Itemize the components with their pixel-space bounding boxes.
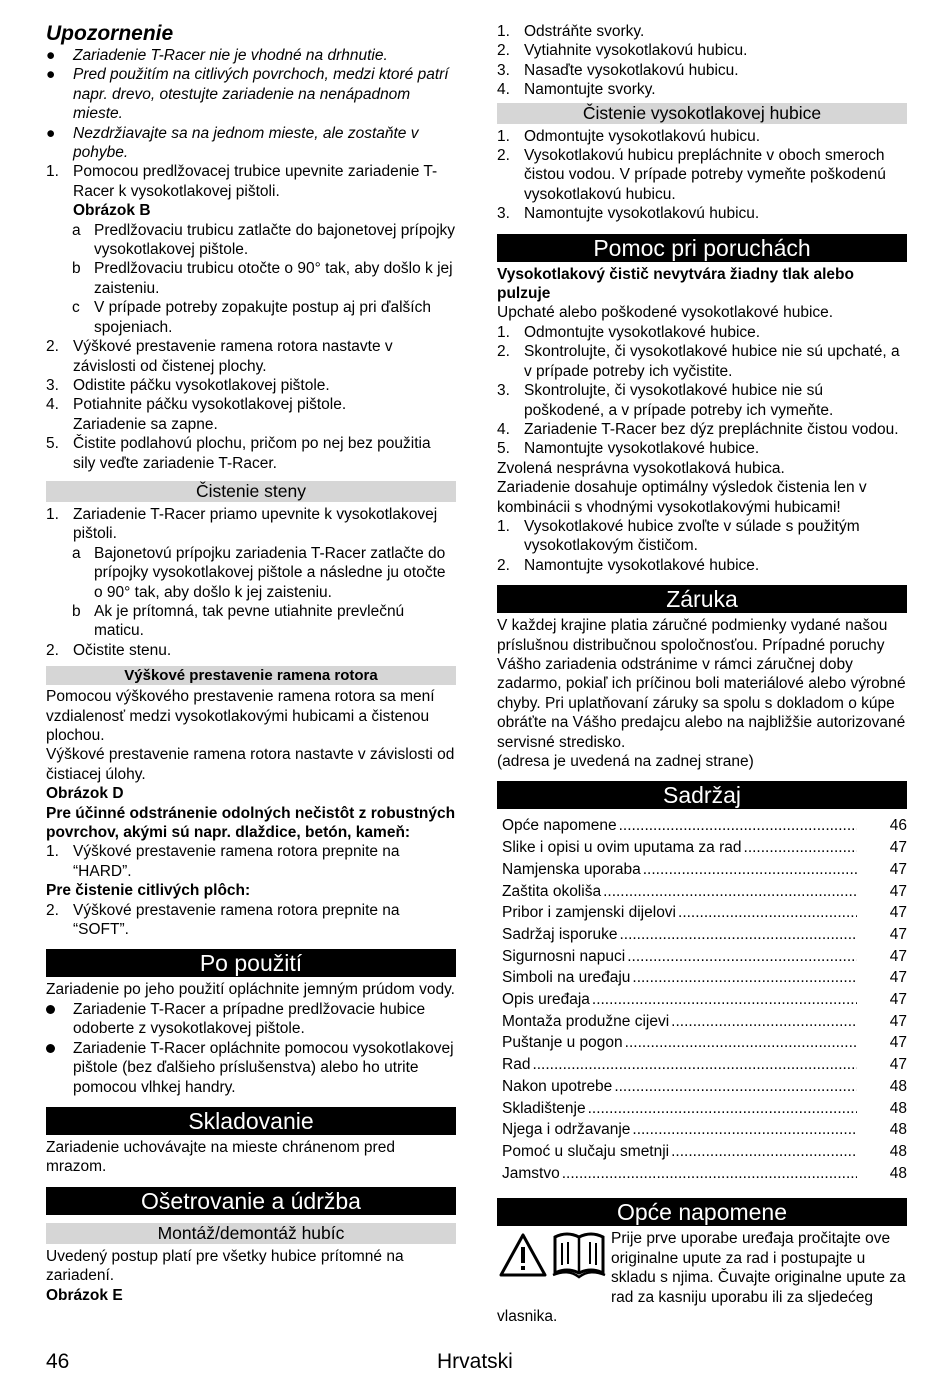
section-heading: Čistenie vysokotlakovej hubice [497,103,907,124]
toc-entry-page: 48 [889,1077,907,1095]
list-item: 2. Namontujte vysokotlakové hubice. [497,556,760,574]
toc-leader-dots [619,924,857,946]
list-item: 2. Výškové prestavenie ramena rotora prepnite na “SOFT”. [46,901,400,939]
section-heading: Pomoc pri poruchách [497,234,907,262]
sub-item: b Ak je prítomná, tak pevne utiahnite prevlečnú maticu. [72,602,405,640]
toc-entry [502,1163,907,1185]
manual-book-icon [551,1231,607,1281]
toc-entry-title: Opće napomene [502,817,617,835]
list-item: 1. Odmontujte vysokotlakovú hubicu. [497,127,761,145]
toc-entry-page: 48 [889,1121,907,1139]
storage-section [46,1107,456,1177]
toc-entry-page: 47 [889,925,907,943]
toc-entry [502,859,907,881]
nozzle-cleaning-section [497,103,907,224]
bullet-icon [46,1000,55,1019]
list-item: Zariadenie T-Racer a prípadne predlžovacie hubice odoberte z vysokotlakovej pištole. [46,1000,456,1039]
table-of-contents [502,815,907,1184]
section-heading: Ošetrovanie a údržba [46,1187,456,1215]
warning-block [46,22,456,162]
paragraph: Výškové prestavenie ramena rotora nastavte v závislosti od čistiacej úlohy. [46,746,455,783]
toc-entry-title: Sadržaj isporuke [502,925,618,943]
toc-entry-page: 47 [889,882,907,900]
step-note: Zariadenie sa zapne. [73,415,218,433]
toc-entry [502,924,907,946]
bullet-icon: ● [46,66,56,84]
toc-leader-dots [671,1141,857,1163]
list-item: 3. Nasaďte vysokotlakovú hubicu. [497,61,739,79]
toc-entry-title: Simboli na uređaju [502,969,631,987]
toc-entry-title: Zaštita okoliša [502,882,602,900]
toc-entry [502,881,907,903]
troubleshooting-section [497,234,907,576]
toc-entry-page: 48 [889,1164,907,1182]
list-item: 4. Zariadenie T-Racer bez dýz prepláchnite čistou vodou. [497,420,899,438]
toc-entry-page: 47 [889,991,907,1009]
toc-entry-title: Jamstvo [502,1164,560,1182]
toc-entry-page: 47 [889,1034,907,1052]
paragraph: Zariadenie po jeho použití opláchnite jemným prúdom vody. [46,981,455,999]
toc-entry [502,1054,907,1076]
wall-cleaning-section [46,481,456,660]
list-item: 2. Výškové prestavenie ramena rotora nastavte v závislosti od čistenej plochy. [46,338,393,375]
list-item: 2. Vysokotlakovú hubicu prepláchnite v oboch smeroch čistou vodou. V prípade potreby vymeňte poškodenú vysokotlakovú hubicu. [497,147,886,203]
toc-entry-page: 47 [889,1012,907,1030]
figure-reference: Obrázok E [46,1286,123,1304]
paragraph: Uvedený postup platí pre všetky hubice prítomné na zariadení. [46,1247,404,1285]
paragraph: Zariadenie dosahuje optimálny výsledok čistenia len v kombinácii s vhodnými vysokotlakovými hubicami! [497,479,867,516]
toc-leader-dots [632,967,857,989]
toc-entry-page: 47 [889,904,907,922]
sub-item: a Predlžovaciu trubicu zatlačte do bajonetovej prípojky vysokotlakovej pištole. [72,221,456,259]
warning-title: Upozornenie [46,22,174,45]
page-number: 46 [46,1350,70,1373]
bold-paragraph: Vysokotlakový čistič nevytvára žiadny tlak alebo pulzuje [497,265,854,303]
paragraph: (adresa je uvedená na zadnej strane) [497,753,754,770]
section-heading: Sadržaj [497,781,907,809]
list-item: 1. Vysokotlakové hubice zvoľte v súlade s použitým vysokotlakovým čističom. [497,517,860,555]
toc-entry [502,815,907,837]
toc-entry-title: Namjenska uporaba [502,860,641,878]
warranty-section [497,585,907,771]
contents-section [497,781,907,1184]
toc-entry-title: Njega i održavanje [502,1121,631,1139]
toc-leader-dots [744,837,857,859]
toc-entry [502,946,907,968]
toc-leader-dots [603,881,857,903]
toc-entry-page: 47 [889,947,907,965]
paragraph: Upchaté alebo poškodené vysokotlakové hubice. [497,304,834,322]
toc-leader-dots [643,859,857,881]
list-item: 2. Očistite stenu. [46,641,172,659]
toc-entry [502,902,907,924]
warning-bullet: ● Nezdržiavajte sa na jednom mieste, ale zostaňte v pohybe. [46,124,419,162]
toc-entry-title: Pomoć u slučaju smetnji [502,1142,670,1160]
toc-entry-page: 48 [889,1099,907,1117]
section-heading: Opće napomene [497,1198,907,1226]
toc-entry-title: Opis uređaja [502,991,590,1009]
toc-entry-title: Nakon upotrebe [502,1077,613,1095]
toc-leader-dots [625,1032,857,1054]
toc-entry-title: Montaža produžne cijevi [502,1012,670,1030]
list-item: 3. Odistite páčku vysokotlakovej pištole. [46,376,330,394]
list-item: 1. Odmontujte vysokotlakové hubice. [497,323,761,341]
toc-leader-dots [627,946,857,968]
section-heading: Záruka [497,585,907,613]
sub-item: a Bajonetovú prípojku zariadenia T-Racer zatlačte do prípojky vysokotlakovej pištole a následne ju otočte o 90° tak, aby došlo k jej zaisteniu. [72,544,446,601]
paragraph: Pomocou výškového prestavenie ramena rotora sa mení vzdialenosť medzi vysokotlakovými hubicami a čistenou plochou. [46,688,435,744]
paragraph: Zvolená nesprávna vysokotlaková hubica. [497,459,785,477]
toc-entry-title: Rad [502,1056,531,1074]
toc-entry-title: Slike i opisi u ovim uputama za rad [502,839,742,857]
toc-entry-title: Skladištenje [502,1099,586,1117]
toc-leader-dots [678,902,857,924]
toc-leader-dots [588,1098,857,1120]
bullet-icon [46,1039,55,1058]
notice-icons [497,1229,605,1291]
sub-item: b Predlžovaciu trubicu otočte o 90° tak, aby došlo k jej zaisteniu. [72,260,453,297]
paragraph: V každej krajine platia záručné podmienky vydané našou príslušnou distribučnou spoločnosťou. Prípadné poruchy Vášho zariadenia odstránime v rámci záručnej doby zadarmo, pokiaľ ich príčinou boli materiálové alebo výrobné chyby. Pri uplatňovaní záruky sa spolu s dokladom o kúpe obráťte na Vášho predajcu alebo na najbližšie autorizované servisné stredisko. [497,617,906,751]
toc-entry-page: 46 [889,817,907,835]
toc-entry [502,967,907,989]
toc-entry [502,1119,907,1141]
list-item: 4. Potiahnite páčku vysokotlakovej pištole. [46,396,347,414]
list-item: 1. Zariadenie T-Racer priamo upevnite k vysokotlakovej pištoli. [46,505,438,543]
warning-bullet: ● Zariadenie T-Racer nie je vhodné na drhnutie. [46,47,388,64]
toc-leader-dots [619,815,857,837]
paragraph: Zariadenie uchovávajte na mieste chránenom pred mrazom. [46,1138,395,1176]
list-item: 1. Odstráňte svorky. [497,23,645,40]
language-label: Hrvatski [437,1350,513,1373]
toc-entry [502,1076,907,1098]
bullet-icon: ● [46,124,56,142]
toc-entry-title: Puštanje u pogon [502,1034,623,1052]
toc-entry [502,1098,907,1120]
bold-paragraph: Pre čistenie citlivých plôch: [46,882,251,900]
after-use-section [46,949,456,1096]
operation-steps [46,162,456,473]
notice-block [497,1229,907,1326]
toc-entry-page: 47 [889,1056,907,1074]
toc-entry [502,1032,907,1054]
nozzle-steps [497,22,907,100]
list-item: 2. Vytiahnite vysokotlakovú hubicu. [497,42,748,60]
figure-reference: Obrázok D [46,785,124,803]
toc-entry [502,1141,907,1163]
toc-entry-page: 47 [889,860,907,878]
toc-leader-dots [562,1163,857,1185]
list-item: Zariadenie T-Racer opláchnite pomocou vysokotlakovej pištole (bez ďalšieho príslušenstva) alebo ho utrite pomocou vlhkej handry. [46,1039,456,1097]
toc-leader-dots [592,989,857,1011]
toc-leader-dots [671,1011,857,1033]
section-heading: Výškové prestavenie ramena rotora [46,666,456,685]
warning-bullet: ● Pred použitím na citlivých povrchoch, medzi ktoré patrí napr. drevo, otestujte zariadenie na nenápadnom mieste. [46,66,449,123]
bold-paragraph: Pre účinné odstránenie odolných nečistôt z robustných povrchov, akými sú napr. dlaždice, betón, kameň: [46,804,456,842]
list-item: 3. Namontujte vysokotlakovú hubicu. [497,205,760,223]
toc-entry-title: Pribor i zamjenski dijelovi [502,904,677,922]
figure-reference: Obrázok B [73,202,151,220]
left-column [46,22,456,1305]
subsection-heading: Montáž/demontáž hubíc [46,1223,456,1244]
section-heading: Po použití [46,949,456,977]
paragraph: Prije prve uporabe uređaja pročitajte ove originalne upute za rad i postupajte u skladu s njima. Čuvajte originalne upute za rad za kasniju uporabu ili za sljedećeg vlasnika. [497,1230,906,1325]
right-column [497,22,907,1326]
list-item: 4. Namontujte svorky. [497,81,656,99]
section-heading: Čistenie steny [46,481,456,502]
toc-leader-dots [532,1054,857,1076]
toc-entry [502,837,907,859]
bullet-icon: ● [46,47,56,64]
list-item: 1. Pomocou predlžovacej trubice upevnite zariadenie T-Racer k vysokotlakovej pištoli. [46,163,438,200]
list-item: 5. Čistite podlahovú plochu, pričom po nej bez použitia sily veďte zariadenie T-Racer. [46,435,431,472]
list-item: 5. Namontujte vysokotlakové hubice. [497,440,760,458]
toc-leader-dots [614,1076,857,1098]
section-heading: Skladovanie [46,1107,456,1135]
toc-entry [502,989,907,1011]
list-item: 2. Skontrolujte, či vysokotlakové hubice nie sú upchaté, a v prípade potreby ich vyčistite. [497,343,900,380]
height-adjustment-section [46,666,456,939]
toc-leader-dots [632,1119,857,1141]
toc-entry-page: 47 [889,969,907,987]
care-section [46,1187,456,1305]
toc-entry-page: 48 [889,1142,907,1160]
general-notes-section [497,1198,907,1326]
toc-entry-title: Sigurnosni napuci [502,947,626,965]
toc-entry [502,1011,907,1033]
sub-item: c V prípade potreby zopakujte postup aj pri ďalších spojeniach. [72,299,431,336]
list-item: 1. Výškové prestavenie ramena rotora prepnite na “HARD”. [46,843,400,880]
list-item: 3. Skontrolujte, či vysokotlakové hubice nie sú poškodené, a v prípade potreby ich vymeňte. [497,382,834,419]
toc-entry-page: 47 [889,839,907,857]
